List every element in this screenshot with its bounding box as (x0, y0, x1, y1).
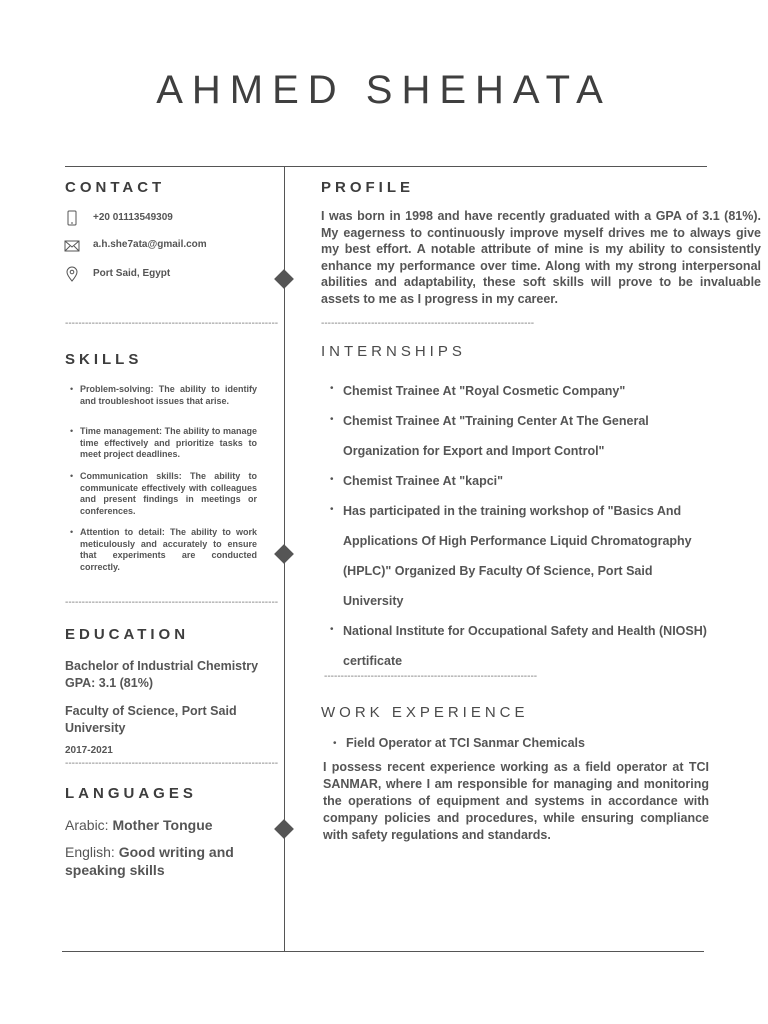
education-heading: EDUCATION (65, 626, 190, 643)
bullet: • (70, 527, 74, 537)
work-position: Field Operator at TCI Sanmar Chemicals (346, 736, 585, 750)
section-divider: ---------------------------------------------------------------- (65, 597, 279, 608)
profile-heading: PROFILE (321, 179, 415, 196)
language-arabic-level: Mother Tongue (112, 817, 213, 833)
internship-item: Chemist Trainee At "kapci" (343, 474, 504, 488)
language-arabic (65, 816, 275, 834)
bullet: • (330, 414, 334, 425)
bullet: • (330, 504, 334, 515)
education-gpa: GPA: 3.1 (81%) (65, 676, 153, 690)
skills-heading: SKILLS (65, 351, 143, 368)
internship-item: National Institute for Occupational Safety and Health (NIOSH) certificate (343, 624, 707, 668)
contact-location: Port Said, Egypt (93, 268, 171, 279)
language-english-level: Good writing and speaking skills (65, 844, 234, 878)
mail-icon (64, 238, 80, 254)
skill-item: Attention to detail: The ability to work meticulously and accurately to ensure that experiments are conducted correctly. (80, 527, 257, 572)
section-divider: ---------------------------------------------------------------- (65, 758, 279, 769)
contact-heading: CONTACT (65, 179, 166, 196)
contact-phone: +20 01113549309 (93, 212, 173, 223)
internships-heading: INTERNSHIPS (321, 343, 466, 360)
skill-item: Communication skills: The ability to communicate effectively with colleagues and present findings in meetings or conferences. (80, 471, 257, 516)
candidate-name: AHMED SHEHATA (156, 68, 612, 112)
internship-item: Has participated in the training workshop of "Basics And Applications Of High Performance Liquid Chromatography (HPLC)" Organized By Faculty Of Science, Port Said University (343, 504, 692, 608)
work-heading: WORK EXPERIENCE (321, 704, 529, 721)
languages-heading: LANGUAGES (65, 785, 197, 802)
section-divider: ---------------------------------------------------------------- (65, 318, 279, 329)
bullet: • (70, 384, 74, 394)
language-english-label: English: (65, 844, 119, 860)
diamond-marker (274, 544, 294, 564)
section-divider: ---------------------------------------------------------------- (324, 671, 538, 682)
education-degree: Bachelor of Industrial Chemistry (65, 659, 259, 673)
bullet: • (333, 738, 337, 749)
skill-item: Time management: The ability to manage time effectively and prioritize tasks to meet project deadlines. (80, 426, 257, 459)
bullet: • (330, 624, 334, 635)
work-description: I possess recent experience working as a field operator at TCI SANMAR, where I am responsible for managing and monitoring the operations of equipment and systems in accordance with company policies and procedures, while ensuring compliance with safety regulations and standards. (323, 760, 709, 842)
education-years: 2017-2021 (65, 745, 113, 756)
internship-item: Chemist Trainee At "Royal Cosmetic Company" (343, 384, 626, 398)
bullet: • (330, 474, 334, 485)
diamond-marker (274, 819, 294, 839)
phone-icon (64, 210, 80, 226)
education-faculty: Faculty of Science, Port Said University (65, 704, 237, 735)
location-pin-icon (64, 266, 80, 282)
bullet: • (70, 426, 74, 436)
skill-item: Problem-solving: The ability to identify and troubleshoot issues that arise. (80, 384, 257, 406)
contact-email: a.h.she7ata@gmail.com (93, 239, 207, 250)
section-divider: ---------------------------------------------------------------- (321, 318, 535, 329)
language-english (65, 843, 265, 879)
diamond-marker (274, 269, 294, 289)
profile-text: I was born in 1998 and have recently graduated with a GPA of 3.1 (81%). My eagerness to continuously improve myself drives me to always give my best effort. A notable attribute of mine is my ability to consistently enhance my performance over time. Along with my strong interpersonal abilities and adaptability, these soft skills will prove to be invaluable assets to me as I progress in my career. (321, 209, 761, 306)
language-arabic-label: Arabic: (65, 817, 113, 833)
top-rule (65, 166, 707, 167)
internship-item: Chemist Trainee At "Training Center At The General Organization for Export and Import Control" (343, 414, 649, 458)
bottom-rule (62, 951, 704, 952)
bullet: • (70, 471, 74, 481)
bullet: • (330, 383, 334, 394)
